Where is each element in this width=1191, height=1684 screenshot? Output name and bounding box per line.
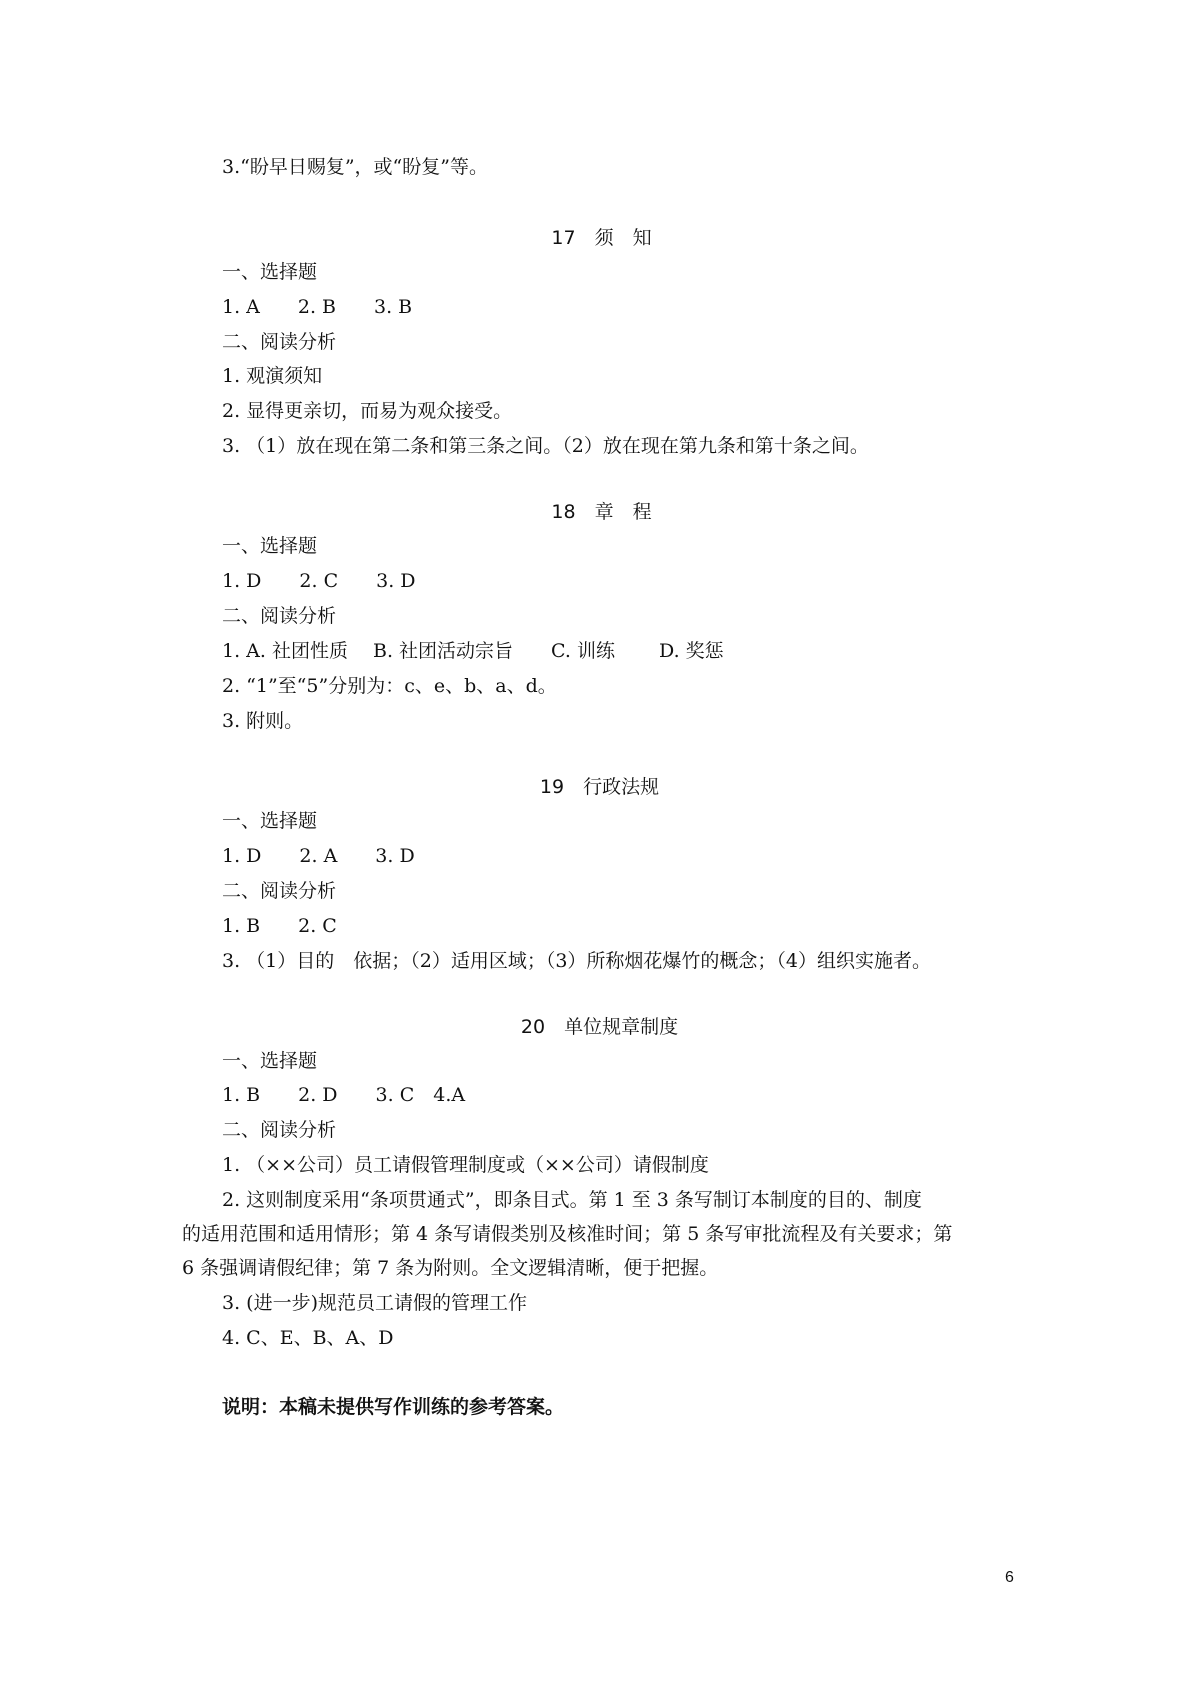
- s17-choice-label: 一、选择题: [222, 261, 318, 283]
- s19-reading-label: 二、阅读分析: [222, 880, 337, 902]
- s17-answer-2: 2. 显得更亲切，而易为观众接受。: [222, 400, 513, 422]
- s17-choice-answers: 1. A 2. B 3. B: [222, 296, 413, 318]
- s20-reading-label: 二、阅读分析: [222, 1119, 337, 1141]
- s17-answer-3: 3. （1）放在现在第二条和第三条之间。（2）放在现在第九条和第十条之间。: [222, 435, 869, 457]
- s18-answer-1: 1. A. 社团性质 B. 社团活动宗旨 C. 训练 D. 奖惩: [222, 640, 724, 662]
- s18-answer-2: 2. “1”至“5”分别为：c、e、b、a、d。: [222, 675, 557, 697]
- s17-answer-1: 1. 观演须知: [222, 365, 323, 387]
- s19-answer-2: 3. （1）目的 依据；（2）适用区域；（3）所称烟花爆竹的概念；（4）组织实施者。: [222, 950, 932, 972]
- s18-reading-label: 二、阅读分析: [222, 605, 337, 627]
- s18-answer-3: 3. 附则。: [222, 710, 304, 732]
- footnote: 说明：本稿未提供写作训练的参考答案。: [222, 1396, 565, 1418]
- s19-answer-1: 1. B 2. C: [222, 915, 337, 937]
- section-18-title: 18 章 程: [551, 501, 652, 523]
- s20-answer-2-line-3: 6 条强调请假纪律；第 7 条为附则。全文逻辑清晰，便于把握。: [182, 1257, 719, 1279]
- page-number: 6: [1005, 1569, 1014, 1586]
- section-17-title: 17 须 知: [551, 227, 652, 249]
- s20-answer-1: 1. （××公司）员工请假管理制度或（××公司）请假制度: [222, 1154, 709, 1176]
- s18-choice-label: 一、选择题: [222, 535, 318, 557]
- s17-reading-label: 二、阅读分析: [222, 331, 337, 353]
- section-20-title: 20 单位规章制度: [520, 1016, 679, 1038]
- s20-choice-answers: 1. B 2. D 3. C 4.A: [222, 1084, 466, 1106]
- s20-choice-label: 一、选择题: [222, 1050, 318, 1072]
- s20-answer-3: 3. (进一步)规范员工请假的管理工作: [222, 1292, 527, 1314]
- s18-choice-answers: 1. D 2. C 3. D: [222, 570, 416, 592]
- section-19-title: 19 行政法规: [539, 776, 660, 798]
- s20-answer-2-line-2: 的适用范围和适用情形；第 4 条写请假类别及核准时间；第 5 条写审批流程及有关要求；第: [182, 1223, 953, 1245]
- s20-answer-4: 4. C、E、B、A、D: [222, 1327, 394, 1349]
- s19-choice-label: 一、选择题: [222, 810, 318, 832]
- s19-choice-answers: 1. D 2. A 3. D: [222, 845, 415, 867]
- s20-answer-2-line-1: 2. 这则制度采用“条项贯通式”，即条目式。第 1 至 3 条写制订本制度的目的、制度: [222, 1189, 922, 1211]
- intro-line: 3.“盼早日赐复”，或“盼复”等。: [222, 156, 488, 178]
